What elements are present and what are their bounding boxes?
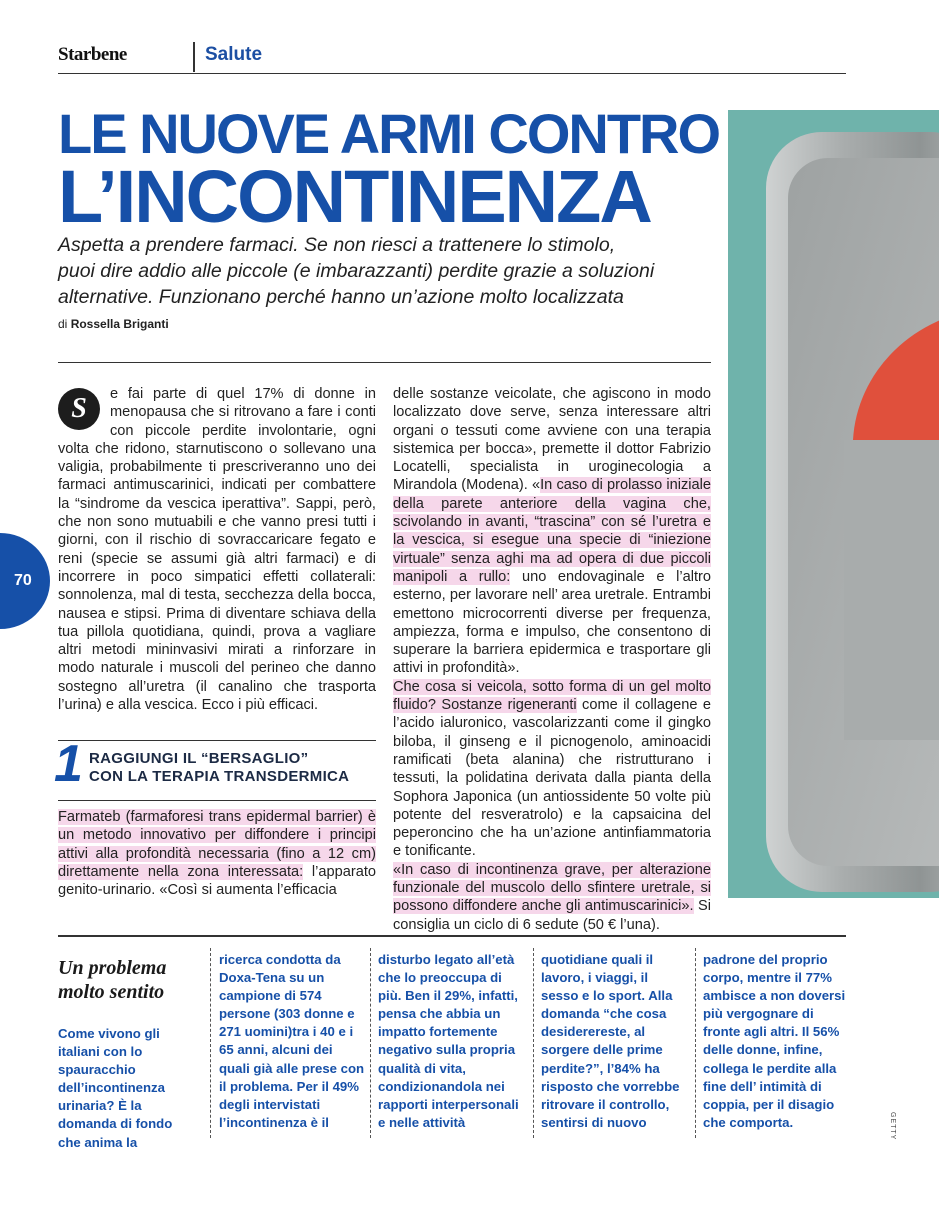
header-divider: [193, 42, 195, 72]
box-column: quotidiane quali il lavoro, i viaggi, il sesso e lo sport. Alla domanda “che cosa desiderereste, al sorgere delle prime perdite?”, l’84% ha risposto che vorrebbe ritrovare il controllo, sentirsi di nuovo: [541, 952, 680, 1130]
box-column: disturbo legato all’età che lo preoccupa di più. Ben il 29%, infatti, pensa che abbia un impatto fortemente negativo sulla propria qualità di vita, condizionandola nei rapporti interpersonali e nelle attività: [378, 952, 519, 1130]
byline-prefix: di: [58, 317, 68, 331]
body-column-left-continued: [58, 808, 376, 899]
paragraph-text: l’apparato genito-urinario. «Così si aumenta l’efficacia: [58, 863, 376, 899]
byline: [58, 317, 169, 331]
box-top-rule: [58, 935, 846, 937]
page-header: [58, 40, 846, 74]
subtitle-line: puoi dire addio alle piccole (e imbarazzanti) perdite grazie a soluzioni: [58, 260, 655, 282]
title-divider: [58, 362, 711, 363]
box-column-divider: [210, 948, 211, 1138]
section-heading-line: RAGGIUNGI IL “BERSAGLIO”: [89, 750, 309, 767]
paragraph-text: Si consiglia un ciclo di 6 sedute (50 € l’una).: [393, 898, 711, 933]
box-title: [58, 956, 166, 1004]
section-divider-top: [58, 740, 376, 741]
drop-cap: S: [58, 388, 100, 430]
section-label: Salute: [205, 44, 263, 65]
section-number: 1: [54, 735, 83, 793]
box-column: Come vivono gli italiani con lo spauracchio dell’incontinenza urinaria? È la domanda di fondo che anima la: [58, 1026, 173, 1150]
highlighted-text: In caso di prolasso iniziale della parete anteriore della vagina che, scivolando in avanti, “trascina” con sé l’uretra e la vescica, si esegue una specie di “iniezione virtuale” senza aghi ma ad opera di due piccoli manipoli a rullo:: [393, 477, 711, 585]
body-column-right: [393, 385, 711, 934]
author-name: Rossella Briganti: [70, 317, 169, 331]
article-subtitle: [58, 232, 718, 310]
box-title-line: Un problema: [58, 957, 167, 979]
subtitle-line: Aspetta a prendere farmaci. Se non riesci a trattenere lo stimolo,: [58, 234, 616, 256]
section-heading: [89, 750, 349, 786]
box-column-divider: [695, 948, 696, 1138]
paragraph-text: come il collagene e l’acido ialuronico, vascolarizzanti come il gingko biloba, il ginseng e il picnogenolo, aminoacidi ramificati (beta alanina) che ristrutturano i tessuti, la polidatina derivata dalla pianta della Sophora Japonica (un antiossidente 50 volte più potente del resveratrolo) e la capsaicina del peperoncino che ha un’azione antinfiammatoria e tonificante.: [393, 697, 711, 860]
box-column: padrone del proprio corpo, mentre il 77% ambisce a non doversi più vergognare di fronte agli altri. Il 56% delle donne, infine, collega le perdite alla fine dell’ intimità di coppia, per il disagio che comporta.: [703, 952, 846, 1130]
box-column-divider: [370, 948, 371, 1138]
paragraph: [393, 678, 711, 861]
highlighted-text: Che cosa si veicola, sotto forma di un gel molto fluido? Sostanze rigeneranti: [393, 678, 711, 714]
intro-paragraph: e fai parte di quel 17% di donne in menopausa che si ritrovano a fare i conti con piccole perdite involontarie, ogni volta che ridono, starnutiscono o sollevano una valigia, probabilmente ti prescriveranno uno dei farmaci antimuscarinici, indicati per combattere la “sindrome da vescica iperattiva”. Sappi, però, che non sono mutuabili e che vanno presi tutti i giorni, con il rischio di sovraccaricare fegato e reni (specie se assumi già altri farmaci) e di incorrere in poco simpatici effetti collaterali: sonnolenza, mal di testa, secchezza della bocca, nausea e stipsi. Prima di diventare schiava della tua pillola quotidiana, quindi, prova a vagliare altri metodi mininvasivi mirati a rinforzare in modo naturale i muscoli del perineo che danno sostegno all’uretra (il canalino che trasporta l’urina) e alla vescica. Ecco i più efficaci.: [58, 386, 376, 714]
box-title-line: molto sentito: [58, 981, 165, 1003]
section-divider-bottom: [58, 800, 376, 801]
article-photo: [728, 110, 939, 898]
highlighted-text: Farmateb (farmaforesi trans epidermal barrier) è un metodo innovativo per diffondere i principi attivi alla profondità necessaria (fino a 12 cm) direttamente nella zona interessata:: [58, 809, 376, 880]
page-number: 70: [14, 572, 32, 589]
paragraph: [393, 861, 711, 934]
magazine-brand: Starbene: [58, 44, 127, 65]
body-column-left: [58, 385, 376, 714]
highlighted-text: «In caso di incontinenza grave, per alterazione funzionale del muscolo dello sfintere uretrale, si possono diffondere anche gli antimuscarinici».: [393, 861, 711, 915]
photo-credit: GETTY: [889, 1112, 896, 1141]
paragraph-text: delle sostanze veicolate, che agiscono in modo localizzato dove serve, senza interessare altri organi o tessuti come avviene con una terapia sistemica per bocca», premette il dottor Fabrizio Locatelli, specialista in uroginecologia a Mirandola (Modena). «: [393, 386, 711, 494]
title-line-2: L’INCONTINENZA: [58, 155, 651, 238]
title-line-1: LE NUOVE ARMI CONTRO: [58, 102, 720, 165]
paragraph-text: uno endovaginale e l’altro esterno, per lavorare nell’ area uretrale. Entrambi emettono microcorrenti diverse per frequenza, ampiezza, forma e impulso, che consentono di superare la barriera epidermica e trasportare gli attivi in profondità».: [393, 568, 711, 677]
box-column-divider: [533, 948, 534, 1138]
article-title: [58, 102, 720, 238]
box-column: ricerca condotta da Doxa-Tena su un campione di 574 persone (303 donne e 271 uomini)tra i 40 e i 65 anni, alcuni dei quali già alle prese con il problema. Per il 49% degli intervistati l’incontinenza è il: [219, 952, 365, 1130]
section-heading-line: CON LA TERAPIA TRANSDERMICA: [89, 768, 350, 785]
subtitle-line: alternative. Funzionano perché hanno un’azione molto localizzata: [58, 286, 624, 308]
